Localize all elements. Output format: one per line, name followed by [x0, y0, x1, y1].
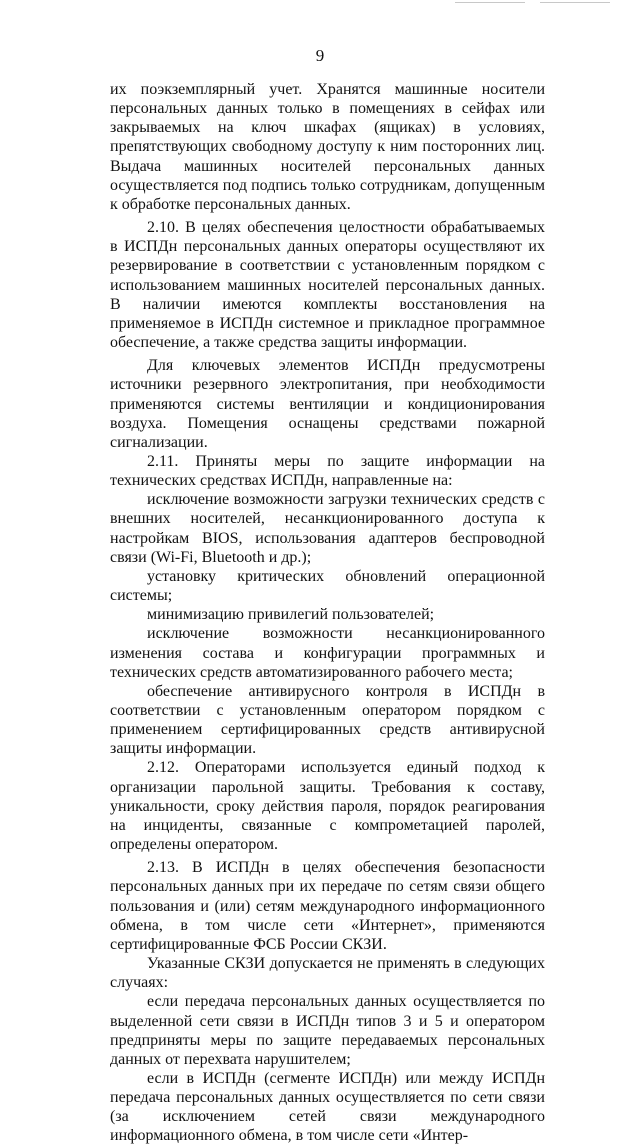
paragraph: их поэкземплярный учет. Хранятся машинные носители персональных данных только в помещениях в сейфах или закрываемых на ключ шкафах (ящиках) в условиях, препятствующих свободному доступу к ним посторонних лиц. Выдача машинных носителей персональных данных осуществляется под подпись только сотрудникам, допущенным к обработке персональных данных.: [110, 81, 545, 213]
paragraph: Для ключевых элементов ИСПДн предусмотрены источники резервного электропитания, при необходимости применяются системы вентиляции и кондиционирования воздуха. Помещения оснащены средствами пожарной сигнализации.: [110, 357, 545, 451]
paragraph: 2.10. В целях обеспечения целостности обрабатываемых в ИСПДн персональных данных операторы осуществляют их резервирование в соответствии с установленным порядком с использованием машинных носителей персональных данных. В наличии имеются комплекты восстановления на применяемое в ИСПДн системное и прикладное программное обеспечение, а также средства защиты информации.: [110, 219, 545, 352]
paragraph: 2.12. Операторами используется единый подход к организации парольной защиты. Требования к составу, уникальности, сроку действия пароля, порядок реагирования на инциденты, связанные с компрометацией паролей, определены оператором.: [110, 759, 545, 854]
list-item: если передача персональных данных осуществляется по выделенной сети связи в ИСПДн типов 3 и 5 и оператором предприняты меры по защите передаваемых персональных данных от перехвата нарушителем;: [110, 993, 545, 1068]
list-item: исключение возможности загрузки технических средств с внешних носителей, несанкционированного доступа к настройкам BIOS, использования адаптеров беспроводной связи (Wi-Fi, Bluetooth и др.);: [110, 491, 545, 566]
scan-artifact-line: [455, 2, 525, 3]
document-body: [110, 80, 545, 1146]
paragraph: 2.13. В ИСПДн в целях обеспечения безопасности персональных данных при их передаче по сетям связи общего пользования и (или) сетям международного информационного обмена, в том числе сети «Интернет», применяются сертифицированные ФСБ России СКЗИ.: [110, 859, 545, 953]
paragraph: Указанные СКЗИ допускается не применять в следующих случаях:: [110, 955, 545, 992]
list-item: минимизацию привилегий пользователей;: [147, 606, 435, 624]
list-item: установку критических обновлений операционной системы;: [110, 567, 545, 605]
scan-artifact-line: [540, 2, 610, 3]
list-item: если в ИСПДн (сегменте ИСПДн) или между ИСПДн передача персональных данных осуществляется по сети связи (за исключением сетей связи международного информационного обмена, в том числе сети «Интер-: [110, 1069, 545, 1145]
page-number: 9: [315, 46, 325, 65]
paragraph: 2.11. Приняты меры по защите информации на технических средствах ИСПДн, направленные на:: [110, 452, 545, 490]
list-item: исключение возможности несанкционированного изменения состава и конфигурации программных и технических средств автоматизированного рабочего места;: [110, 625, 545, 681]
list-item: обеспечение антивирусного контроля в ИСПДн в соответствии с установленным оператором порядком с применением сертифицированных средств антивирусной защиты информации.: [110, 682, 545, 758]
